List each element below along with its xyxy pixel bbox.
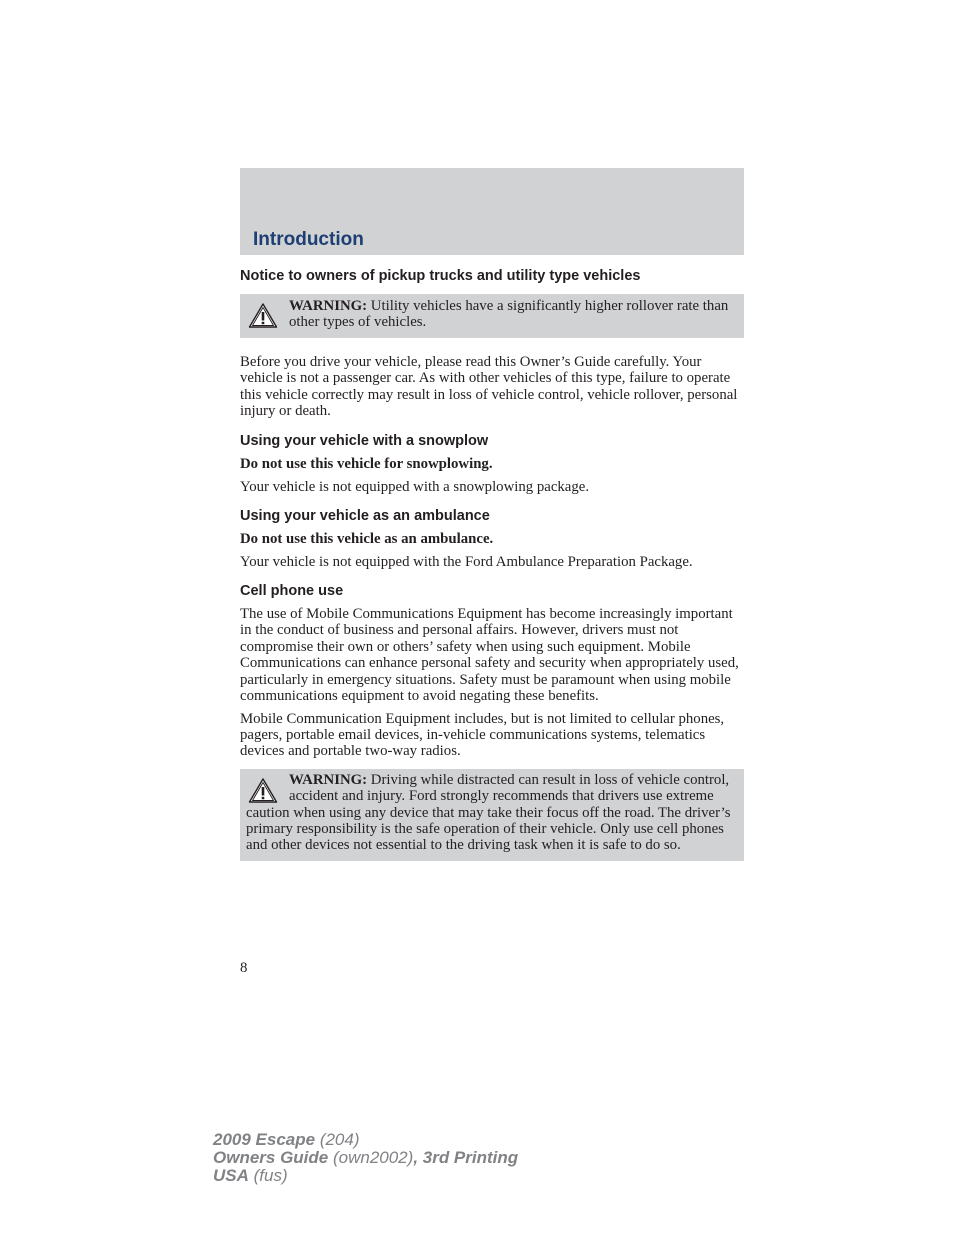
footer-line-1 bbox=[213, 1131, 518, 1149]
notice-heading: Notice to owners of pickup trucks and utility type vehicles bbox=[240, 268, 641, 284]
footer-model: 2009 Escape bbox=[213, 1130, 316, 1149]
snowplow-bold-statement: Do not use this vehicle for snowplowing. bbox=[240, 456, 493, 473]
cell-phone-paragraph-1: The use of Mobile Communications Equipment has become increasingly important in the conduct of business and personal affairs. However, drivers must not compromise their own or others’ safety when using such equipment. Mobile Communications can enhance personal safety and security when appropriately used, particularly in emergency situations. Safety must be paramount when using mobile communications equipment to avoid negating these benefits. bbox=[240, 606, 739, 705]
warning-triangle-icon bbox=[248, 302, 278, 329]
snowplow-paragraph: Your vehicle is not equipped with a snowplowing package. bbox=[240, 478, 590, 495]
rollover-warning-box bbox=[240, 294, 744, 338]
cell-phone-paragraph-2: Mobile Communication Equipment includes, but is not limited to cellular phones, pagers, portable email devices, in-vehicle communications systems, telematics devices and portable two-way radios. bbox=[240, 710, 725, 760]
footer-guide: Owners Guide bbox=[213, 1148, 329, 1167]
distraction-warning-box bbox=[240, 769, 744, 861]
footer-line-3 bbox=[213, 1167, 518, 1185]
section-title: Introduction bbox=[253, 229, 364, 250]
warning-body: Driving while distracted can result in loss of vehicle control, accident and injury. Ford strongly recommends that drivers use extreme caution when using any device that may take their focus off the road. The driver’s primary responsibility is the safe operation of their vehicle. Only use cell phones and other devices not essential to the driving task when it is safe to do so. bbox=[246, 771, 731, 854]
distraction-warning-text bbox=[246, 772, 736, 854]
ambulance-paragraph: Your vehicle is not equipped with the Ford Ambulance Preparation Package. bbox=[240, 553, 693, 570]
page-number: 8 bbox=[240, 960, 248, 976]
warning-triangle-icon bbox=[248, 777, 278, 804]
ambulance-bold-statement: Do not use this vehicle as an ambulance. bbox=[240, 531, 494, 548]
footer-market-code: (fus) bbox=[248, 1166, 288, 1185]
footer-model-code: (204) bbox=[315, 1130, 360, 1149]
notice-paragraph: Before you drive your vehicle, please read this Owner’s Guide carefully. Your vehicle is not a passenger car. As with other vehicles of this type, failure to operate this vehicle correctly may result in loss of vehicle control, vehicle rollover, personal injury or death. bbox=[240, 353, 738, 420]
page-content bbox=[240, 268, 744, 861]
snowplow-heading: Using your vehicle with a snowplow bbox=[240, 433, 489, 450]
warning-label: WARNING: bbox=[289, 298, 368, 314]
footer-printing: , 3rd Printing bbox=[413, 1148, 519, 1167]
footer-line-2 bbox=[213, 1149, 518, 1167]
warning-body: Utility vehicles have a significantly higher rollover rate than other types of vehicles. bbox=[289, 298, 729, 331]
cell-phone-heading: Cell phone use bbox=[240, 583, 344, 600]
rollover-warning-text bbox=[246, 298, 734, 331]
document-footer bbox=[213, 1131, 518, 1185]
ambulance-heading: Using your vehicle as an ambulance bbox=[240, 508, 490, 525]
footer-guide-code: (own2002) bbox=[328, 1148, 414, 1167]
section-header-band bbox=[240, 168, 744, 255]
footer-market: USA bbox=[213, 1166, 249, 1185]
warning-label: WARNING: bbox=[289, 771, 368, 788]
